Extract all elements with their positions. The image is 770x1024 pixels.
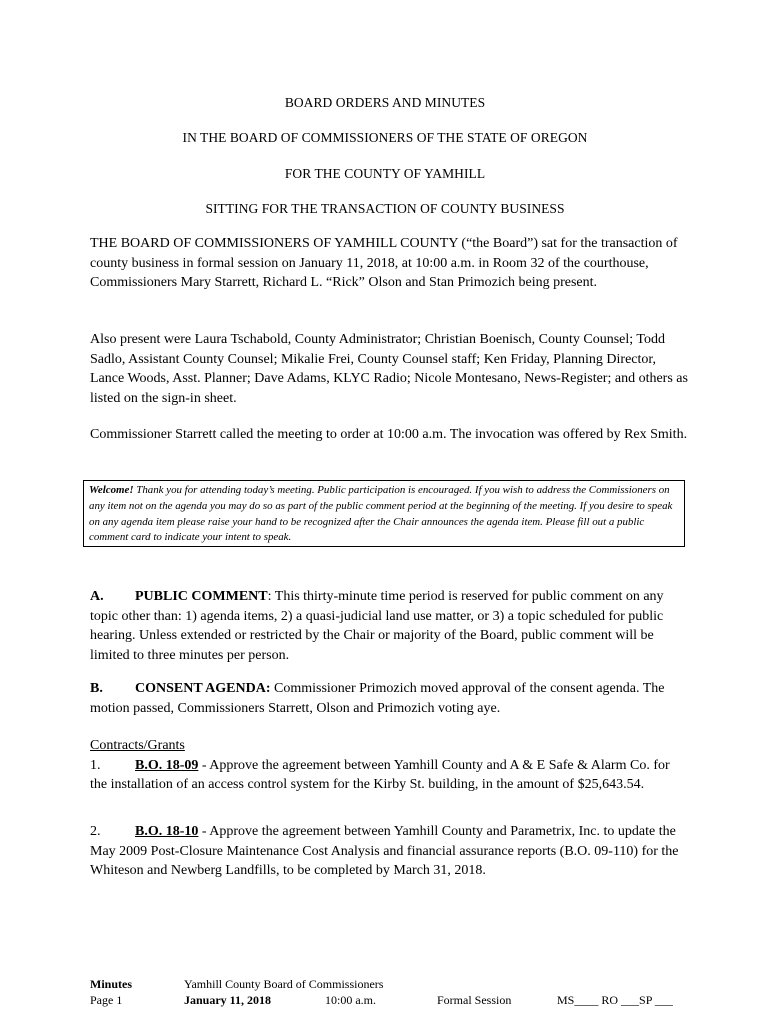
footer-page-number: Page 1 — [90, 993, 123, 1007]
contract-item-number: 2. — [90, 824, 101, 839]
board-order-number: B.O. 18-09 — [135, 757, 199, 773]
section-public-comment — [90, 587, 690, 665]
contract-item-text: - Approve the agreement between Yamhill County and A & E Safe & Alarm Co. for the installation of an access control system for the Kirby St. building, in the amount of $25,643.54. — [90, 757, 670, 792]
section-b-label: B. — [90, 681, 103, 696]
header-line-3: FOR THE COUNTY OF YAMHILL — [284, 166, 486, 181]
footer-time: 10:00 a.m. — [325, 993, 376, 1007]
welcome-notice-box — [83, 480, 685, 547]
contracts-heading: Contracts/Grants — [90, 738, 185, 753]
contract-item-text: - Approve the agreement between Yamhill County and Parametrix, Inc. to update the May 2009 Post-Closure Maintenance Cost Analysis and financial assurance reports (B.O. 09-110) for the Whiteson and Newberg Landfills, to be completed by March 31, 2018. — [90, 824, 679, 878]
contract-item-number: 1. — [90, 757, 101, 773]
footer-organization: Yamhill County Board of Commissioners — [184, 977, 384, 991]
contract-item-2 — [90, 822, 690, 881]
welcome-text: Thank you for attending today’s meeting. Public participation is encouraged. If you wish to address the Commissioners on any item not on the agenda you may do so as part of the public comment period at the beginning of the meeting. If you desire to speak on any agenda item please raise your hand to be recognized after the Chair announces the agenda item. Please fill out a public comment card to indicate your intent to speak. — [89, 484, 673, 544]
footer-initials: MS____ RO ___SP ___ — [557, 993, 673, 1007]
header-line-4: SITTING FOR THE TRANSACTION OF COUNTY BUSINESS — [205, 201, 565, 216]
section-a-label: A. — [90, 589, 104, 604]
contracts-section — [90, 736, 690, 795]
welcome-lead: Welcome! — [89, 484, 134, 496]
footer-session: Formal Session — [437, 993, 512, 1007]
section-b-title: CONSENT AGENDA: — [135, 681, 271, 696]
intro-paragraph-2: Also present were Laura Tschabold, County Administrator; Christian Boenisch, County Counsel; Todd Sadlo, Assistant County Counsel; Mikalie Frei, County Counsel staff; Ken Friday, Planning Director, Lance Woods, Asst. Planner; Dave Adams, KLYC Radio; Nicole Montesano, News-Register; and others as listed on the sign-in sheet. — [90, 332, 688, 406]
section-consent-agenda — [90, 679, 690, 718]
footer-minutes-label: Minutes — [90, 977, 132, 991]
header-line-2: IN THE BOARD OF COMMISSIONERS OF THE STATE OF OREGON — [182, 130, 588, 145]
section-a-title: PUBLIC COMMENT — [135, 589, 268, 604]
section-a-text: : This thirty-minute time period is reserved for public comment on any topic other than: 1) agenda items, 2) a quasi-judicial land use matter, or 3) a topic scheduled for public hearing. Unless extended or restricted by the Chair or majority of the Board, public comment will be limited to three minutes per person. — [90, 589, 664, 663]
intro-paragraph-3: Commissioner Starrett called the meeting to order at 10:00 a.m. The invocation was offered by Rex Smith. — [90, 427, 688, 442]
board-order-number: B.O. 18-10 — [135, 824, 199, 839]
section-b-text: Commissioner Primozich moved approval of the consent agenda. The motion passed, Commissioners Starrett, Olson and Primozich voting aye. — [90, 681, 665, 716]
contract-item-1 — [90, 756, 690, 795]
footer-date: January 11, 2018 — [184, 993, 272, 1007]
intro-paragraph-1: THE BOARD OF COMMISSIONERS OF YAMHILL COUNTY (“the Board”) sat for the transaction of county business in formal session on January 11, 2018, at 10:00 a.m. in Room 32 of the courthouse, Commissioners Mary Starrett, Richard L. “Rick” Olson and Stan Primozich being present. — [90, 236, 678, 290]
header-line-1: BOARD ORDERS AND MINUTES — [284, 95, 486, 110]
